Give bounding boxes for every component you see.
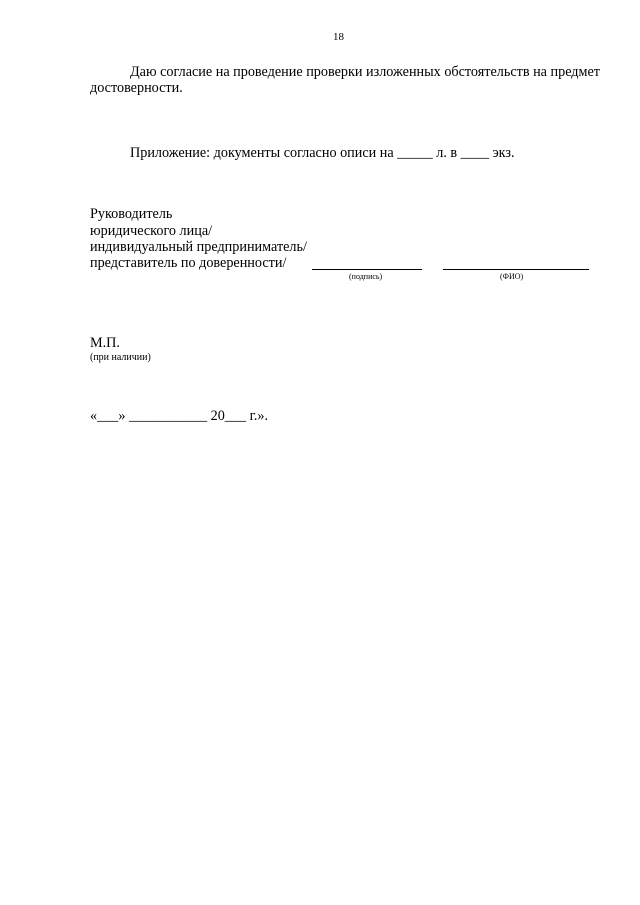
signer-title-line-4: представитель по доверенности/ [90,255,287,271]
signer-title-line-1: Руководитель [90,206,173,222]
signature-caption: (подпись) [349,272,383,281]
consent-line-2: достоверности. [90,80,183,96]
stamp-label: М.П. [90,335,120,351]
name-caption: (ФИО) [500,272,524,281]
page-number: 18 [333,31,344,43]
signer-title-line-2: юридического лица/ [90,223,213,239]
date-line: «___» ___________ 20___ г.». [90,408,269,424]
attachment-text: Приложение: документы согласно описи на _____ л. в ____ экз. [130,145,515,161]
signature-line [312,269,422,270]
consent-line-1: Даю согласие на проведение проверки изложенных обстоятельств на предмет [130,64,601,80]
signer-title-line-3: индивидуальный предприниматель/ [90,239,307,255]
name-line [443,269,589,270]
stamp-note: (при наличии) [90,352,151,363]
